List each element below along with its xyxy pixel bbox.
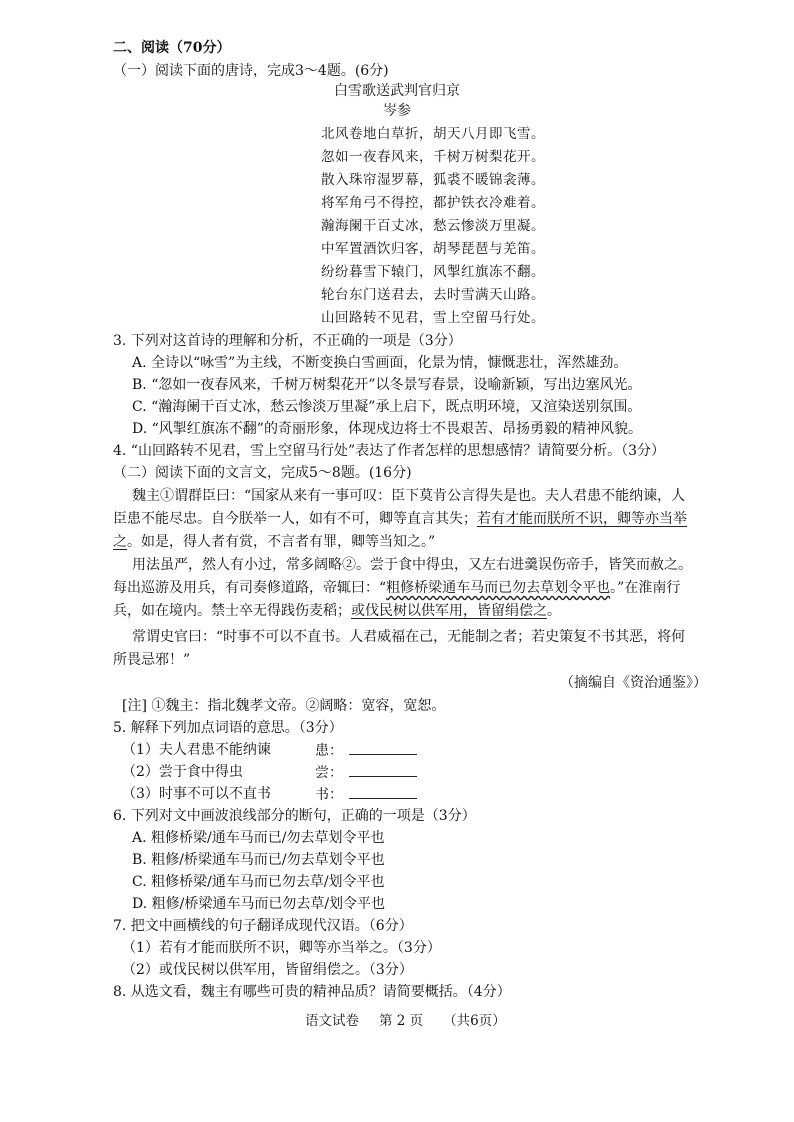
text-line: 魏主①谓群臣曰：“国家从来有一事可叹：臣下莫肯公言得失是也。夫人君患不能纳谏，人	[132, 488, 686, 504]
answer-label: 患：	[315, 743, 343, 759]
poem-line: 北风卷地白草折，胡天八月即飞雪。	[321, 126, 545, 142]
poem-line: 中军置酒饮归客，胡琴琵琶与羌笛。	[321, 241, 545, 257]
answer-label: 尝：	[315, 765, 343, 781]
poem-line: 散入珠帘湿罗幕，狐裘不暖锦衾薄。	[321, 172, 545, 188]
footer-total-pages: （共6页）	[443, 1013, 506, 1029]
poem-line: 忽如一夜春风来，千树万树梨花开。	[321, 149, 545, 165]
question-7-stem: 7. 把文中画横线的句子翻译成现代汉语。（6分）	[113, 918, 413, 934]
question-3-option-d: D. “风掣红旗冻不翻”的奇丽形象，体现戍边将士不畏艰苦、昂扬勇毅的精神风貌。	[132, 421, 642, 437]
text-line: 常谓史官曰：“时事不可以不直书。人君威福在己，无能制之者；若史策复不书其恶，将何	[132, 629, 686, 645]
answer-blank[interactable]	[349, 762, 417, 777]
text-line	[113, 601, 561, 621]
text-line: 所畏忌邪！”	[113, 652, 191, 668]
question-5-item: （3）时事不可以不直书	[122, 786, 271, 802]
text-plain: 。”在淮南行	[610, 580, 681, 596]
text-plain: 兵，如在境内。禁士卒无得践伤麦稻；	[113, 603, 351, 619]
poem-title: 白雪歌送武判官归京	[334, 83, 460, 99]
text-plain: 。	[547, 603, 561, 619]
poem-line: 山回路转不见君，雪上空留马行处。	[321, 310, 545, 326]
question-4: 4. “山回路转不见君，雪上空留马行处”表达了作者怎样的思想感情？请简要分析。（3分）	[113, 443, 666, 459]
question-5-answer	[315, 762, 417, 783]
question-5-item: （2）尝于食中得虫	[122, 764, 243, 780]
text-plain: 。如是，得人者有赏，不言者有罪，卿等当知之。”	[127, 534, 436, 550]
question-5-answer	[315, 740, 417, 761]
source-citation: （摘编自《资治通鉴》）	[560, 675, 707, 691]
underlined-sentence-2: 或伐民树以供军用，皆留绢偿之	[351, 603, 547, 619]
question-5-stem: 5. 解释下列加点词语的意思。（3分）	[113, 720, 343, 736]
question-6-stem: 6. 下列对文中画波浪线部分的断句，正确的一项是（3分）	[113, 808, 476, 824]
question-6-option-c: C. 粗修桥梁/通车马而已勿去草/划令平也	[132, 874, 385, 890]
poem-line: 将军角弓不得控，都护铁衣冷难着。	[321, 195, 545, 211]
question-5-answer	[315, 784, 417, 805]
poem-line: 轮台东门送君去，去时雪满天山路。	[321, 287, 545, 303]
question-5-item: （1）夫人君患不能纳谏	[122, 742, 271, 758]
question-6-option-d: D. 粗修/桥梁通车马而已勿去草/划令平也	[132, 896, 386, 912]
text-line	[113, 509, 687, 529]
question-6-option-b: B. 粗修/桥梁通车马而已/勿去草划令平也	[132, 852, 385, 868]
underlined-sentence-1: 若有才能而朕所不识，卿等亦当举	[477, 511, 687, 527]
poem-author: 岑参	[383, 103, 411, 119]
text-line	[113, 578, 680, 598]
section-title: 二、阅读（70分）	[113, 40, 231, 56]
footer-subject: 语文试卷	[305, 1013, 359, 1029]
text-line: 用法虽严，然人有小过，常多阔略②。尝于食中得虫，又左右进羹误伤帝手，皆笑而赦之。	[132, 557, 692, 573]
question-7-item: （2）或伐民树以供军用，皆留绢偿之。（3分）	[122, 962, 413, 978]
part2-instruction: （二）阅读下面的文言文，完成5～8题。(16分)	[113, 465, 412, 481]
question-7-item: （1）若有才能而朕所不识，卿等亦当举之。（3分）	[122, 940, 441, 956]
footer-page-number: 第 2 页	[379, 1013, 424, 1029]
text-plain: 臣患不能尽忠。自今朕举一人，如有不可，卿等直言其失；	[113, 511, 477, 527]
poem-line: 纷纷暮雪下辕门，风掣红旗冻不翻。	[321, 264, 545, 280]
question-3-option-b: B. “忽如一夜春风来，千树万树梨花开”以冬景写春景，设喻新颖，写出边塞风光。	[132, 377, 642, 393]
text-plain: 每出巡游及用兵，有司奏修道路，帝辄曰：“	[113, 580, 387, 596]
annotation-note: [注] ①魏主：指北魏孝文帝。②阔略：宽容，宽恕。	[122, 698, 446, 714]
answer-blank[interactable]	[349, 740, 417, 755]
answer-blank[interactable]	[349, 784, 417, 799]
question-6-option-a: A. 粗修桥梁/通车马而已/勿去草划令平也	[132, 830, 385, 846]
poem-line: 瀚海阑干百丈冰，愁云惨淡万里凝。	[321, 218, 545, 234]
question-3-option-a: A. 全诗以“咏雪”为主线，不断变换白雪画面，化景为情，慷慨悲壮，浑然雄劲。	[132, 355, 628, 371]
question-3-stem: 3. 下列对这首诗的理解和分析，不正确的一项是（3分）	[113, 333, 462, 349]
text-line	[113, 532, 435, 552]
part1-instruction: （一）阅读下面的唐诗，完成3～4题。(6分)	[113, 63, 389, 79]
question-8: 8. 从选文看，魏主有哪些可贵的精神品质？请简要概括。（4分）	[113, 984, 511, 1000]
wavy-underlined-sentence: 粗修桥梁通车马而已勿去草划令平也	[386, 580, 611, 596]
answer-label: 书：	[315, 787, 343, 803]
underlined-sentence-1-end: 之	[113, 534, 127, 550]
page-footer	[305, 1011, 506, 1031]
question-3-option-c: C. “瀚海阑干百丈冰，愁云惨淡万里凝”承上启下，既点明环境，又渲染送别氛围。	[132, 399, 642, 415]
